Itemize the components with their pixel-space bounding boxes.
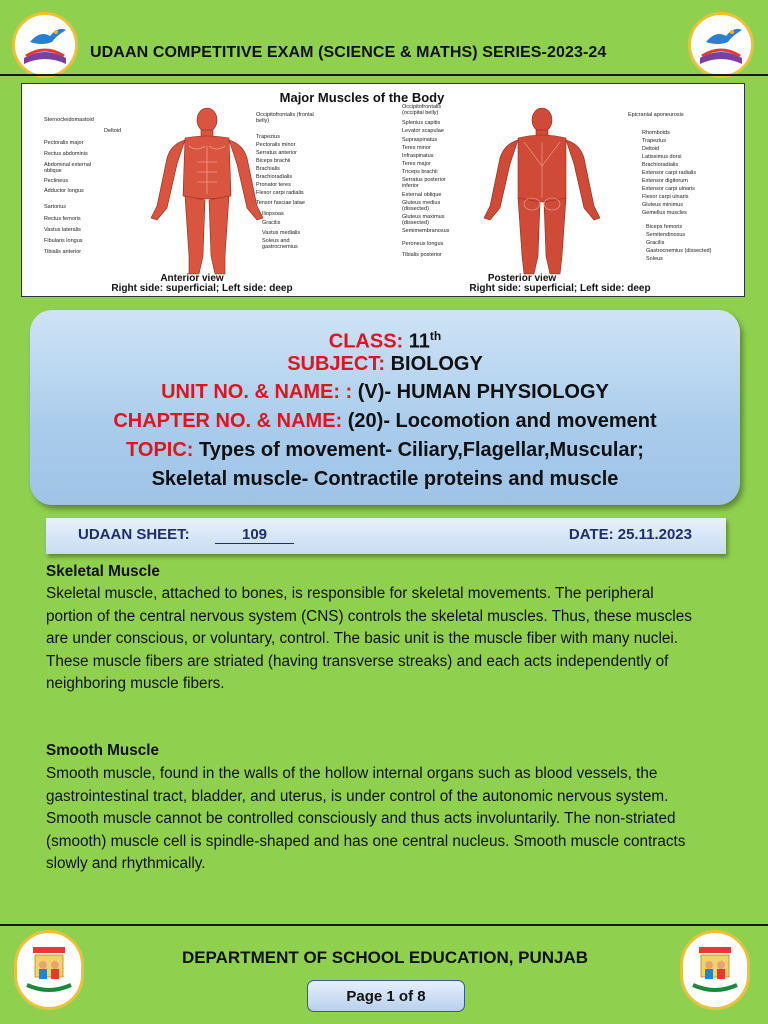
unit-value: (V)- HUMAN PHYSIOLOGY [357,381,609,403]
muscle-label: Sartorius [44,204,67,210]
muscle-label: Teres minor [402,145,431,151]
udaan-sheet-bar [46,518,726,554]
muscle-label: Sternocleidomastoid [44,117,94,123]
muscle-label: Gluteus medius (dissected) [402,200,441,212]
series-title: UDAAN COMPETITIVE EXAM (SCIENCE & MATHS) SERIES-2023-24 [90,44,607,61]
muscle-label: External oblique [402,192,442,198]
muscle-label: Tensor fasciae latae [256,200,305,206]
muscle-label: Deltoid [104,128,122,134]
subject-label: SUBJECT: [287,353,385,375]
muscle-label: Soleus [646,256,663,262]
muscle-label: Epicranial aponeurosis [628,112,684,118]
muscle-label: Extensor carpi ulnaris [642,186,695,192]
muscle-label: Extensor digitorum [642,178,688,184]
muscle-label: Soleus and gastrocnemius [262,238,298,250]
muscle-label: Flexor carpi ulnaris [642,194,689,200]
muscle-label: Biceps brachii [256,158,291,164]
class-value: 11 [408,330,430,353]
muscle-label: Gracilis [262,220,281,226]
muscle-label: Semimembranosus [402,228,450,234]
muscle-label: Brachioradialis [256,174,293,180]
muscle-label: Pectoralis minor [256,142,296,148]
muscle-label: Pectoralis major [44,140,84,146]
muscle-label: Abdominal external oblique [44,162,92,174]
muscle-label: Triceps brachii [402,169,438,175]
muscle-label: Rectus femoris [44,216,81,222]
punjab-education-logo-left [14,930,84,1010]
muscle-label: Infraspinatus [402,153,434,159]
muscle-label: Semitendinosus [646,232,686,238]
muscle-label: Occipitofrontalis (occipital belly) [402,104,442,116]
muscle-label: Trapezius [256,134,280,140]
figure-title: Major Muscles of the Body [279,90,445,105]
muscle-label: Pectineus [44,178,69,184]
muscle-label: Pronator teres [256,182,291,188]
sheet-label: UDAAN SHEET: [78,526,190,543]
muscle-label: Gluteus minimus [642,202,683,208]
punjab-education-logo-right [680,930,750,1010]
posterior-caption: Posterior view [487,273,557,284]
muscle-label: Teres major [402,161,431,167]
muscle-label: Levator scapulae [402,128,444,134]
topic-label: TOPIC: [126,439,194,461]
posterior-side-note: Right side: superficial; Left side: deep [469,283,651,294]
unit-label: UNIT NO. & NAME: : [161,381,353,403]
muscle-label: Latissimus dorsi [642,154,682,160]
muscle-label: Adductor longus [44,188,84,194]
muscle-label: Serratus posterior inferior [402,177,446,189]
udaan-logo-left [12,12,78,78]
muscle-label: Occipitofrontalis (frontal belly) [256,112,314,124]
muscle-label: Gracilis [646,240,665,246]
muscle-label: Tibialis anterior [44,249,82,255]
muscle-label: Vastus lateralis [44,227,81,233]
muscle-label: Brachioradialis [642,162,679,168]
muscle-label: Gluteus maximus (dissected) [402,214,445,226]
class-info-box [30,310,740,505]
muscle-label: Splenius capitis [402,120,441,126]
sheet-date: DATE: 25.11.2023 [568,526,692,543]
unit-line [30,380,740,404]
chapter-label: CHAPTER NO. & NAME: [113,410,343,432]
footer-divider [0,924,768,926]
muscle-label: Fibularis longus [44,238,83,244]
udaan-logo-right [688,12,754,78]
topic-line [30,438,740,462]
subject-line [30,352,740,376]
department-title: DEPARTMENT OF SCHOOL EDUCATION, PUNJAB [181,948,589,967]
muscle-label: Serratus anterior [256,150,297,156]
topic-value-line1: Types of movement- Ciliary,Flagellar,Muscular; [199,439,644,461]
udaan-bird-book-icon [16,16,74,74]
section-text-smooth: Smooth muscle, found in the walls of the hollow internal organs such as blood vessels, the gastrointestinal tract, bladder, and uterus, is under control of the autonomic nervous system. Smooth muscle cannot be controlled consciously and thus acts involuntarily. The non-striated (smooth) muscle cell is spindle-shaped and has one central nucleus. Smooth muscle contracts slowly and rhythmically. [46,765,686,872]
muscle-label: Flexor carpi radialis [256,190,304,196]
class-line [30,324,740,354]
school-children-emblem-icon [19,937,79,1003]
section-text-skeletal: Skeletal muscle, attached to bones, is responsible for skeletal movements. The peripheral portion of the central nervous system (CNS) controls the skeletal muscles. Thus, these muscles are under conscious, or voluntary, control. The basic unit is the muscle fiber with many nuclei. These muscle fibers are striated (having transverse streaks) and each acts independently of neighboring muscle fibers. [46,585,692,692]
muscle-label: Peroneus longus [402,241,444,247]
muscle-label: Biceps femoris [646,224,683,230]
chapter-line [30,409,740,433]
page-indicator: Page 1 of 8 [307,980,465,1012]
muscle-label: Tibialis posterior [402,252,442,258]
anterior-side-note: Right side: superficial; Left side: deep [111,283,293,294]
posterior-body-illustration [462,106,622,281]
subject-value: BIOLOGY [390,353,483,375]
school-children-emblem-icon [685,937,745,1003]
muscle-label: Supraspinatus [402,137,438,143]
class-label: CLASS: [328,330,404,353]
muscle-label: Gastrocnemius (dissected) [646,248,712,254]
muscle-label: Rectus abdominis [44,151,88,157]
muscle-label: Vastus medialis [262,230,301,236]
header-divider [0,74,768,76]
muscle-label: Iliopsoas [262,211,284,217]
section-heading-smooth: Smooth Muscle [46,742,160,759]
muscle-label: Deltoid [642,146,660,152]
class-superscript: th [429,329,442,343]
anterior-caption: Anterior view [160,273,224,284]
udaan-bird-book-icon [692,16,750,74]
chapter-value: (20)- Locomotion and movement [347,410,657,432]
sheet-number: 109 [215,526,294,544]
muscle-label: Gemellus muscles [642,210,687,216]
section-heading-skeletal: Skeletal Muscle [46,563,160,580]
muscle-label: Brachialis [256,166,280,172]
topic-line-2: Skeletal muscle- Contractile proteins and muscle [151,468,619,490]
muscle-label: Rhomboids [642,130,670,136]
muscle-label: Trapezius [642,138,666,144]
muscle-label: Extensor carpi radialis [642,170,697,176]
muscles-figure [21,83,745,297]
